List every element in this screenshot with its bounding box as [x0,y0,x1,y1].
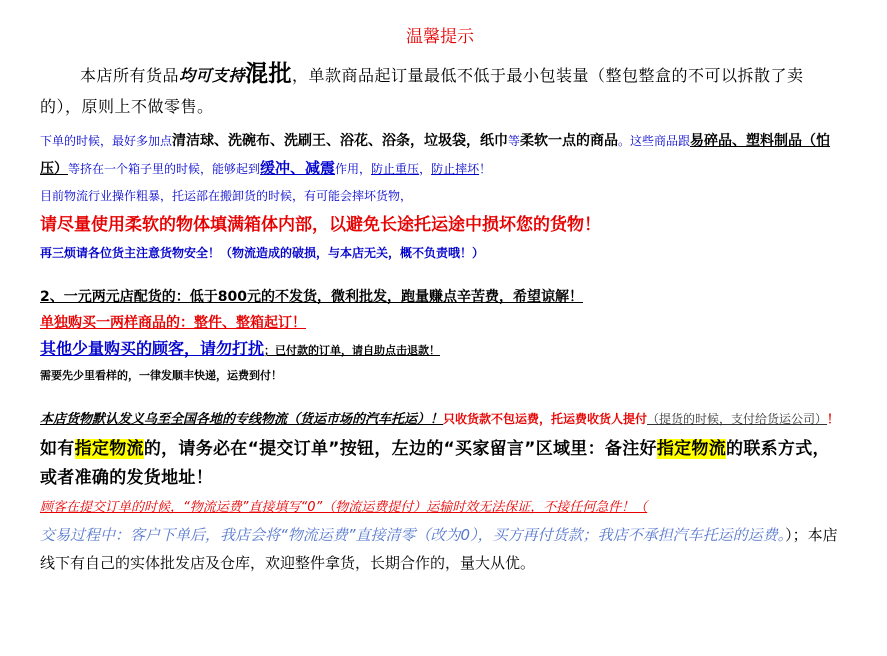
advice-text-4: 等挤在一个箱子里的时候，能够起到 [68,162,261,176]
shipping-default [40,408,840,431]
advice-text-1: 下单的时候，最好多加点 [40,134,173,148]
transaction-note [40,521,840,577]
fill-box-warning: 请尽量使用柔软的物体填满箱体内部，以避免长途托运途中损坏您的货物！ [40,215,601,235]
small-order-rule [40,336,840,364]
designated-text-2: 的，请务必在“提交订单”按钮，左边的“买家留言”区域里：备注好 [143,439,657,459]
packing-advice [40,128,840,183]
advice-text-5: 作用， [335,162,372,176]
policy-intro [40,59,840,122]
designated-highlight-1: 指定物流 [74,439,144,459]
designated-highlight-2: 指定物流 [656,439,727,459]
advice-text-3: 。这些商品跟 [618,134,691,148]
intro-emphasis: 均可支持 [179,66,246,85]
advice-prevent-pressure: 防止重压 [371,162,420,176]
no-disturb-text: 其他少量购买的顾客，请勿打扰 [40,339,265,358]
advice-soft-items: 清洁球、洗碗布、洗刷王、浴花、浴条，垃圾袋，纸巾 [172,133,509,149]
shipping-default-text: 本店货物默认发义乌至全国各地的专线物流（货运市场的汽车托运）！ [40,412,444,427]
advice-cushion: 缓冲、减震 [260,159,336,177]
intro-mixed-batch: 混批 [245,61,293,87]
wholesale-store-text: ）；本店线下有自己的实体批发店及仓库，欢迎整件拿货，长期合作的，量大从优。 [40,526,838,572]
pay-freight-text: （提货的时候，支付给货运公司） [647,412,828,426]
refund-text: ；已付款的订单，请自助点击退款！ [264,344,441,357]
transaction-italic-text: 交易过程中：客户下单后，我店会将“物流运费”直接清零（改为0），买方再付货款；我店不承担汽车托运的运费。 [40,526,786,544]
designated-text-3: 的联系方式，或者准确的发货地址！ [40,439,830,488]
shipping-exclaim: ！ [827,412,840,426]
designated-logistics [40,435,840,493]
freight-zero-note: 顾客在提交订单的时候，“物流运费”直接填写“0”（物流运费提付）运输时效无法保证，不接任何急件！（ [40,500,648,515]
advice-text-2: 等 [508,134,521,148]
safety-reminder: 再三烦请各位货主注意货物安全！（物流造成的破损，与本店无关，概不负责哦！） [40,246,485,260]
logistics-warning: 目前物流行业操作粗暴，托运部在搬卸货的时候，有可能会摔坏货物， [40,189,413,203]
advice-prevent-break: 防止摔坏 [431,162,480,176]
notice-title: 温馨提示 [406,27,474,47]
notice-document [40,22,840,577]
designated-text-1: 如有 [40,439,75,459]
intro-text-1: 本店所有货品 [80,66,180,85]
freight-collect-text: 只收货款不包运费，托运费收货人提付 [443,412,648,426]
sample-rule: 需要先少里看样的，一律发顺丰快递，运费到付！ [40,369,282,382]
advice-soft-goods: 柔软一点的商品 [520,133,619,149]
advice-exclaim: ！ [479,162,492,176]
advice-fragile: 易碎品、塑料制品（怕压） [40,133,831,177]
advice-comma: ， [419,162,432,176]
min-order-rule: 2、一元两元店配货的：低于800元的不发货，微利批发，跑量赚点辛苦费，希望谅解！ [40,289,583,305]
intro-text-2: ，单款商品起订量最低不低于最小包装量（整包整盒的不可以拆散了卖的），原则上不做零售。 [40,66,804,116]
single-item-rule: 单独购买一两样商品的：整件、整箱起订！ [40,315,306,331]
